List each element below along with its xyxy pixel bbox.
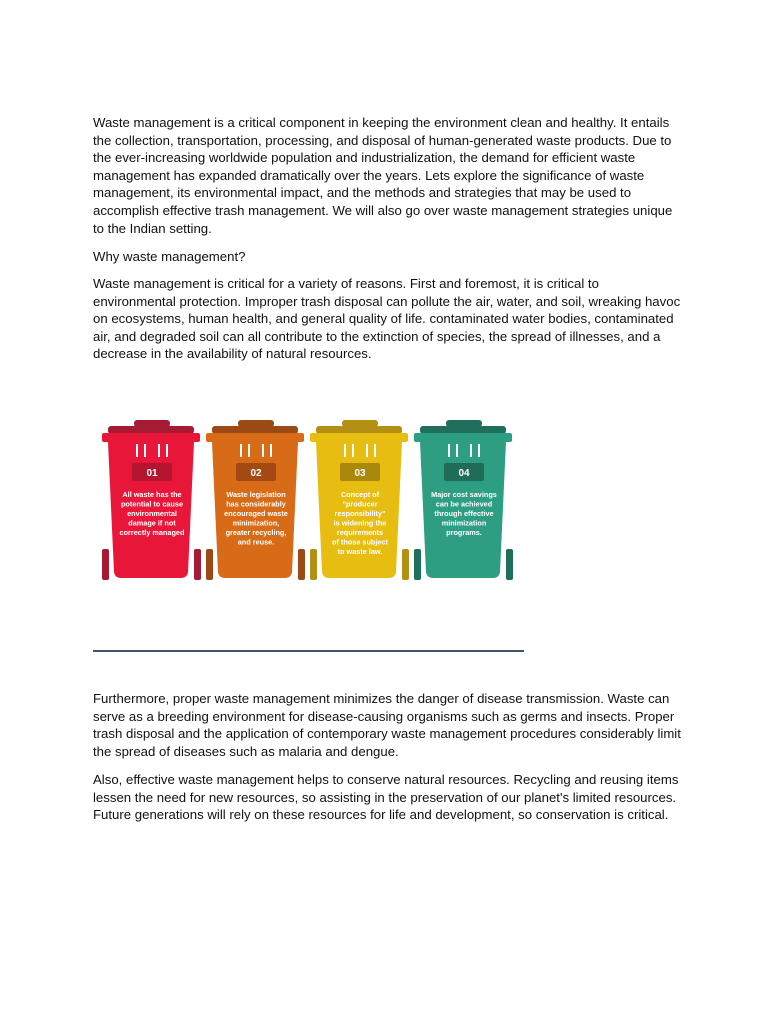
waste-bin-02 <box>206 420 305 580</box>
bin-description-line: responsibility" <box>334 509 386 518</box>
bin-description-line: All waste has the <box>122 490 182 499</box>
bin-description-line: environmental <box>127 509 177 518</box>
bin-rib <box>248 444 250 457</box>
bin-handle <box>238 420 274 427</box>
bin-description-line: minimization, <box>232 518 280 528</box>
bin-description-line: of those subject <box>332 537 388 547</box>
bin-description-line: has considerably <box>226 499 286 509</box>
bin-rib <box>270 444 272 457</box>
bin-wheel-left <box>102 549 109 580</box>
bin-wheel-left <box>414 549 421 580</box>
bin-wheel-left <box>310 549 317 580</box>
bin-description-line: minimization <box>441 518 487 528</box>
bin-description-line: "producer <box>342 499 378 509</box>
resources-paragraph: Also, effective waste management helps to conserve natural resources. Recycling and reusing items lessen the need for new resources, so assisting in the preservation of our planet's limited resources. Future generations will rely on these resources for life and development, so conservation is critical. <box>93 772 679 823</box>
waste-bin-01 <box>102 420 201 580</box>
waste-bin-04 <box>414 420 513 580</box>
bin-lid-top <box>212 426 298 434</box>
bin-wheel-left <box>206 549 213 580</box>
bin-lid-top <box>316 426 402 434</box>
bin-rib <box>158 444 160 457</box>
bin-description-line: potential to cause <box>120 499 184 509</box>
bin-number: 04 <box>458 468 470 479</box>
bin-rib <box>448 444 450 457</box>
bin-rib <box>470 444 472 457</box>
bin-rib <box>456 444 458 457</box>
bin-wheel-right <box>402 549 409 580</box>
bin-rib <box>166 444 168 457</box>
bin-description-line: can be achieved <box>435 499 493 509</box>
waste-bins-infographic <box>98 416 522 586</box>
waste-bin-03 <box>310 420 409 580</box>
bin-lid-top <box>108 426 194 434</box>
bin-description-line: to waste law. <box>337 547 383 556</box>
bin-description-line: correctly managed <box>119 528 185 537</box>
bin-lid <box>102 433 200 442</box>
bin-description-line: damage if not <box>128 518 176 528</box>
bin-rib <box>374 444 376 457</box>
horizontal-divider <box>93 650 524 652</box>
bin-rib <box>344 444 346 457</box>
bin-lid <box>310 433 408 442</box>
bin-rib <box>136 444 138 457</box>
bin-lid-top <box>420 426 506 434</box>
bin-rib <box>262 444 264 457</box>
bin-wheel-right <box>298 549 305 580</box>
disease-paragraph: Furthermore, proper waste management minimizes the danger of disease transmission. Waste can serve as a breeding environment for disease-causing organisms such as germs and insects. Proper trash disposal and the application of contemporary waste management procedures considerably limit the spread of diseases such as malaria and dengue. <box>93 691 681 759</box>
bin-description-line: requirements <box>336 528 384 537</box>
bin-wheel-right <box>506 549 513 580</box>
intro-paragraph: Waste management is a critical component in keeping the environment clean and healthy. It entails the collection, transportation, processing, and disposal of human-generated waste products. Due to the ever-increasing worldwide population and industrialization, the demand for efficient waste management has expanded dramatically over the years. Lets explore the significance of waste management, its environmental impact, and the methods and strategies that may be used to accomplish effective trash management. We will also go over waste management strategies unique to the Indian setting. <box>93 115 673 236</box>
bin-description-line: encouraged waste <box>224 509 288 518</box>
bin-lid <box>206 433 304 442</box>
reasons-paragraph: Waste management is critical for a variety of reasons. First and foremost, it is critical to environmental protection. Improper trash disposal can pollute the air, water, and soil, wreaking havoc on ecosystems, human health, and general quality of life. contaminated water bodies, contaminated air, and degraded soil can all contribute to the extinction of species, the spread of illnesses, and a decrease in the availability of natural resources. <box>93 276 681 362</box>
bin-number: 01 <box>146 468 158 479</box>
bin-number: 02 <box>250 468 262 479</box>
bin-rib <box>144 444 146 457</box>
bin-description-line: Concept of <box>340 490 380 499</box>
bin-description-line: and reuse. <box>237 537 275 547</box>
bin-rib <box>240 444 242 457</box>
bin-description-line: greater recycling, <box>225 528 287 537</box>
section-heading: Why waste management? <box>93 249 246 264</box>
bin-rib <box>478 444 480 457</box>
bin-rib <box>352 444 354 457</box>
bin-lid <box>414 433 512 442</box>
bin-description-line: programs. <box>446 528 482 537</box>
bin-description-line: is widening the <box>333 518 387 528</box>
bin-handle <box>446 420 482 427</box>
bin-description-line: Major cost savings <box>431 490 497 499</box>
bin-rib <box>366 444 368 457</box>
bin-number: 03 <box>354 468 366 479</box>
bin-handle <box>134 420 170 427</box>
bin-description-line: Waste legislation <box>226 490 286 499</box>
bin-description-line: through effective <box>434 509 494 518</box>
bin-handle <box>342 420 378 427</box>
bin-wheel-right <box>194 549 201 580</box>
